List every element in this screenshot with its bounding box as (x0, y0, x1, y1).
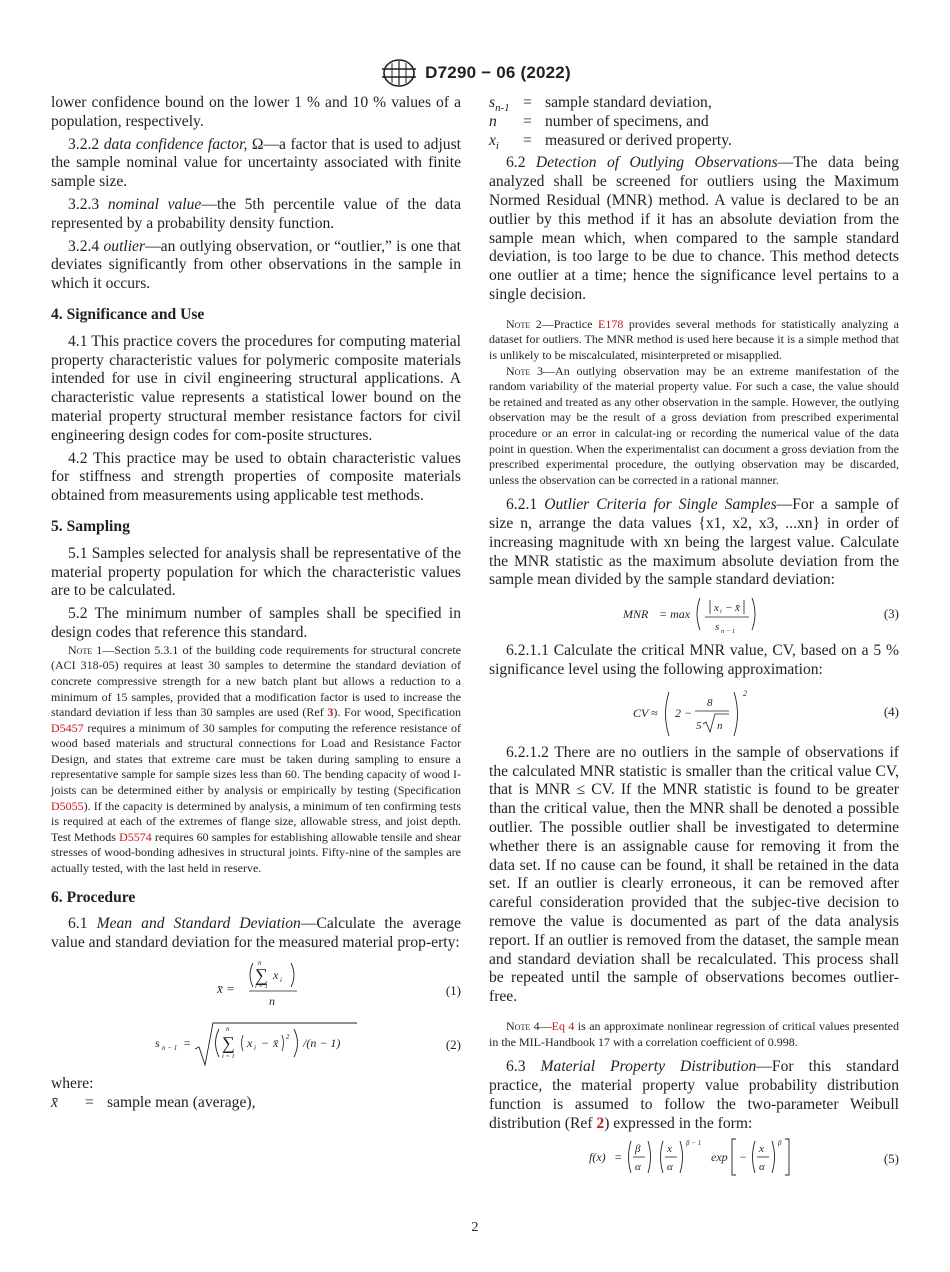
svg-text:α: α (759, 1161, 765, 1174)
svg-text:β − 1: β − 1 (686, 1139, 702, 1148)
note-2: Note 2—Practice E178 provides several methods for statistically analyzing a dataset for outliers. The MNR method is used here because it is a simple method that is unlikely to be miscalculated, misinterpreted or misapplied. (489, 316, 899, 362)
definition-number-of-specimens: n = number of specimens, and (489, 112, 709, 130)
e178-link[interactable]: E178 (598, 316, 624, 331)
where-label: where: (51, 1075, 94, 1093)
svg-text:x: x (247, 1036, 253, 1051)
svg-text:i = 1: i = 1 (222, 1053, 235, 1061)
svg-text:α: α (667, 1161, 673, 1174)
eq-4-link[interactable]: Eq 4 (551, 1019, 575, 1034)
right-column (489, 94, 899, 1183)
equation-2-formula (155, 1019, 415, 1071)
svg-text:−: − (261, 1036, 270, 1051)
ref-2-link[interactable]: 2 (596, 1114, 605, 1132)
svg-text:≈: ≈ (651, 705, 658, 720)
svg-text:2: 2 (743, 688, 747, 698)
equation-3 (489, 590, 899, 642)
svg-text:8: 8 (707, 696, 713, 709)
svg-text:f(x): f(x) (589, 1150, 606, 1165)
section-6-2-1-2: 6.2.1.2 There are no outliers in the sample of observations if the calculated MNR statistic is smaller than the critical value CV, that is MNR ≤ CV. If the MNR statistic is found to be greater than the critical value, then the MNR shall be denoted a possible outlier. The possible outlier shall be investigated to determine whether there is an assignable cause for removing it from the data set. If no cause can be found, it shall be retained in the data set. If an outlier is clearly erroneous, it can be removed after careful consideration provided that the subjec-tive decision to remove the value is documented as part of the data analysis report. If an outlier is removed from the dataset, the sample mean and standard deviation shall be recalculated. This process shall be repeated until the sample of observations becomes outlier-free. (489, 743, 899, 1006)
svg-text:x̄: x̄ (273, 1036, 279, 1051)
svg-text:= max: = max (659, 607, 691, 622)
svg-text:−: − (725, 602, 733, 615)
svg-text:MNR: MNR (623, 607, 649, 622)
note-4: Note 4—Eq 4 is an approximate nonlinear regression of critical values presented in the MIL-Handbook 17 with a correlation coefficient of 0.998. (489, 1019, 899, 1049)
svg-text:n: n (226, 1025, 230, 1034)
equation-2-number: (2) (445, 1037, 461, 1053)
svg-text:−: − (739, 1150, 748, 1165)
heading-procedure: 6. Procedure (51, 888, 136, 906)
svg-text:=: = (614, 1150, 623, 1165)
section-3-2-4: 3.2.4 outlier—an outlying observation, or “outlier,” is one that deviates significantly from other observations in the sample in which it occurs. (51, 237, 461, 293)
equation-1-number: (1) (445, 983, 461, 999)
d5457-link[interactable]: D5457 (51, 720, 84, 735)
svg-text:i = 1: i = 1 (255, 983, 268, 991)
svg-text:x: x (273, 968, 279, 983)
svg-text:i: i (720, 608, 722, 616)
equation-5-number: (5) (883, 1151, 899, 1167)
heading-sampling: 5. Sampling (51, 517, 130, 535)
equation-2 (51, 1019, 461, 1075)
section-5-1: 5.1 Samples selected for analysis shall be representative of the material property population for which the characteristic values are to be calculated. (51, 544, 461, 600)
svg-text:n − 1: n − 1 (162, 1044, 178, 1053)
heading-significance-and-use: 4. Significance and Use (51, 305, 205, 323)
equation-5-formula (589, 1135, 809, 1181)
definition-sample-mean: x̄ = sample mean (average), (51, 1093, 256, 1111)
section-3-2-3: 3.2.3 nominal value—the 5th percentile value of the data represented by a probability density function. (51, 195, 461, 232)
equation-4-formula (633, 682, 763, 740)
equation-3-formula (623, 592, 773, 640)
section-5-2: 5.2 The minimum number of samples shall be specified in design codes that reference this standard. (51, 605, 461, 641)
section-6-2-1: 6.2.1 Outlier Criteria for Single Samples—For a sample of size n, arrange the data values {x1, x2, x3, ...xn} in order of increasing magnitude with xn being the largest value. Calculate the MNR statistic as the maximum absolute deviation from the sample mean divided by the sample standard deviation: (489, 496, 899, 589)
svg-text:α: α (635, 1161, 641, 1174)
svg-text:x: x (759, 1143, 764, 1156)
document-code: D7290 − 06 (2022) (425, 63, 571, 82)
svg-text:s: s (155, 1036, 160, 1051)
ref-3-link[interactable]: 3 (327, 705, 334, 720)
svg-text:5: 5 (696, 719, 702, 732)
section-6-1: 6.1 Mean and Standard Deviation—Calculate the average value and standard deviation for the measured material prop-erty: (51, 915, 461, 952)
svg-text:exp: exp (711, 1150, 728, 1165)
page-number: 2 (471, 1220, 479, 1235)
section-4-2: 4.2 This practice may be used to obtain characteristic values for stiffness and strength properties of composite materials obtained from measurements using applicable test methods. (51, 449, 461, 505)
section-4-1: 4.1 This practice covers the procedures for computing material property characteristic values for polymeric composite materials intended for use in civil engineering structural applications. A characteristic value represents a statistical lower bound on the material property structural member resistance factors for civil engineering design codes for com-posite structures. (51, 332, 461, 444)
svg-text:n: n (269, 994, 275, 1009)
section-6-2-1-1: 6.2.1.1 Calculate the critical MNR value, CV, based on a 5 % significance level using the following approximation: (489, 642, 899, 679)
svg-text:∑: ∑ (255, 965, 268, 986)
svg-text:x̄: x̄ (735, 602, 740, 615)
definition-sample-std-dev: $s_{n-1}$ = sample standard deviation, (489, 94, 712, 115)
definition-measured-property: $x_i$ = measured or derived property. (489, 131, 732, 152)
section-3-2-2: 3.2.2 data confidence factor, Ω—a factor that is used to adjust the sample nominal value for uncertainty associated with finite sample size. (51, 135, 462, 191)
equation-3-number: (3) (883, 606, 899, 622)
equation-1-formula (217, 957, 357, 1017)
svg-text:n − 1: n − 1 (721, 628, 736, 636)
page-header (0, 58, 950, 88)
section-6-3: 6.3 Material Property Distribution—For this standard practice, the material property value probability distribution function is assumed to follow the two-parameter Weibull distribution (Ref 2) expressed in the form: (489, 1058, 900, 1132)
equation-4-number: (4) (883, 703, 899, 719)
svg-text:2 −: 2 − (675, 705, 693, 720)
svg-text:i: i (280, 976, 282, 985)
svg-text:x̄ =: x̄ = (217, 981, 235, 997)
equation-5 (489, 1133, 899, 1183)
svg-text:/(n − 1): /(n − 1) (303, 1036, 341, 1051)
note-1: Note 1—Section 5.3.1 of the building code requirements for structural concrete (ACI 318-05) requires at least 30 samples to determine the standard deviation of concrete compressive strength for a new batch plant but allows a reduction to a minimum of 15 samples, provided that a modification factor is used to increase the standard deviation if less than 30 samples are used (Ref 3). For wood, Specification D5457 requires a minimum of 30 samples for computing the reference resistance of wood based materials and structural connections for Load and Resistance Factor Design, and states that extreme care must be taken during sampling to ensure a representative sample for sample sizes less than 60. The bending capacity of wood I-joists can be determined either by analysis or empirically by testing (Specification D5055). If the capacity is determined by analysis, a minimum of ten confirming tests is required at each of the extremes of flange size, allowable stress, and joist depth. Test Methods D5574 requires 60 samples for establishing allowable tensile and shear stresses of wood-bonding adhesives in structural joints. Fifty-nine of the samples are actually tested, with the last held in reserve. (51, 642, 462, 876)
equation-4 (489, 680, 899, 744)
svg-text:=: = (183, 1036, 192, 1051)
svg-text:β: β (778, 1139, 782, 1148)
svg-text:s: s (715, 621, 720, 634)
svg-text:n: n (717, 719, 723, 732)
svg-text:CV: CV (633, 705, 649, 720)
section-6-2: 6.2 Detection of Outlying Observations—The data being analyzed shall be screened for outliers using the Maximum Normed Residual (MNR) method. A value is declared to be an outlier by this method if it has an absolute deviation from the sample mean which, when compared to the sample standard deviation, is too large to be due to chance. This method detects one outlier at a time; hence the significance level pertains to a single decision. (489, 154, 899, 303)
svg-text:x: x (667, 1143, 672, 1156)
svg-text:x: x (714, 602, 719, 615)
d5574-link[interactable]: D5574 (119, 829, 152, 844)
d5055-link[interactable]: D5055 (51, 798, 84, 813)
svg-text:β: β (635, 1143, 641, 1156)
svg-text:n: n (258, 959, 262, 968)
astm-logo-icon (379, 58, 419, 88)
paragraph-continuation: lower confidence bound on the lower 1 % and 10 % values of a population, respectively. (51, 94, 461, 130)
svg-text:2: 2 (286, 1033, 290, 1042)
svg-text:i: i (254, 1044, 256, 1053)
svg-text:∑: ∑ (222, 1033, 235, 1054)
left-column (51, 94, 461, 1113)
equation-1 (51, 953, 461, 1019)
note-3: Note 3—An outlying observation may be an extreme manifestation of the random variability of the material property value. For such a case, the value should be retained and treated as any other observation in the sample. However, the outlying observation may be the result of a gross deviation from prescribed experimental procedure or an error in calculat-ing or recording the numerical value of the data point in question. When the experimentalist can document a gross deviation from the prescribed experimental procedure, the outlying observation may be discarded, unless the observation can be corrected in a rational manner. (489, 363, 899, 487)
